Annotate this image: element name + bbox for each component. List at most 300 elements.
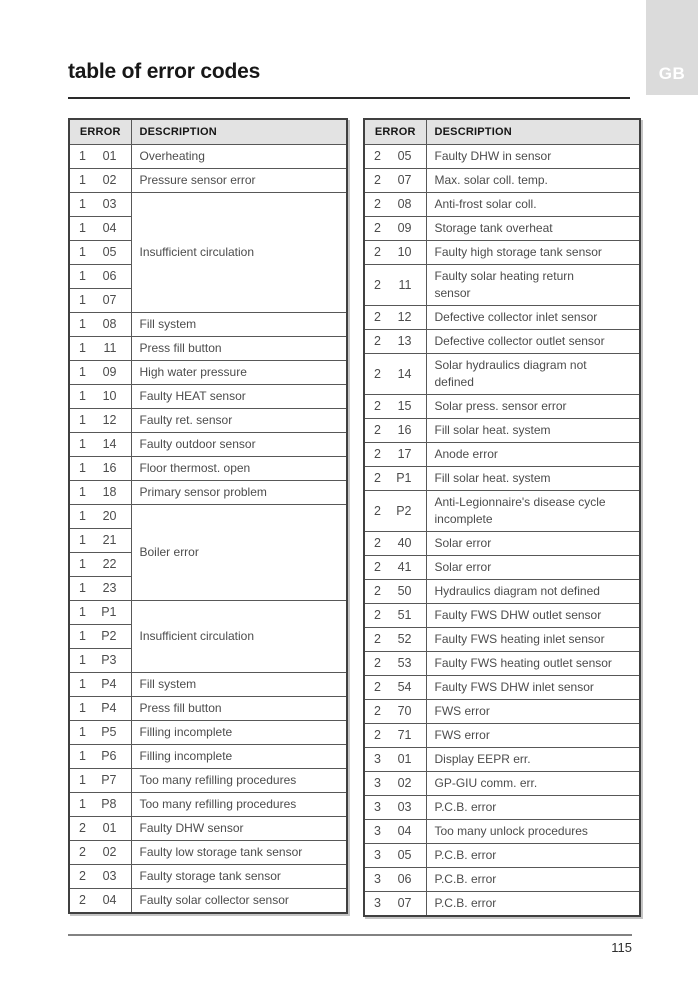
description-cell: Defective collector inlet sensor: [426, 305, 640, 329]
error-prefix: 3: [374, 752, 381, 766]
table-row: [69, 456, 347, 480]
error-code: 05: [397, 149, 412, 163]
description-cell: Press fill button: [131, 696, 347, 720]
error-code: 20: [102, 509, 117, 523]
table-row: [364, 168, 640, 192]
error-prefix: 1: [79, 149, 86, 163]
error-cell: [364, 192, 426, 216]
description-cell: Faulty FWS DHW inlet sensor: [426, 675, 640, 699]
description-cell: Fill solar heat. system: [426, 418, 640, 442]
table-row: [364, 305, 640, 329]
error-code: 16: [397, 423, 412, 437]
error-code: 09: [102, 365, 117, 379]
error-prefix: 1: [79, 533, 86, 547]
error-cell: [364, 627, 426, 651]
table-row: [69, 360, 347, 384]
error-code: 03: [102, 869, 117, 883]
table-row: [69, 864, 347, 888]
table-row: [69, 744, 347, 768]
error-cell: [69, 696, 131, 720]
error-cell: [364, 747, 426, 771]
error-code: 51: [397, 608, 412, 622]
error-code: 21: [102, 533, 117, 547]
table-row: [69, 480, 347, 504]
description-cell: Anti-Legionnaire's disease cycle incomplete: [426, 490, 640, 531]
error-cell: [364, 442, 426, 466]
error-prefix: 1: [79, 773, 86, 787]
error-cell: [69, 888, 131, 913]
error-prefix: 2: [374, 471, 381, 485]
error-prefix: 2: [374, 334, 381, 348]
description-cell: Display EEPR err.: [426, 747, 640, 771]
error-prefix: 2: [374, 503, 381, 518]
column-header-description: DESCRIPTION: [426, 119, 640, 144]
description-cell: Faulty FWS DHW outlet sensor: [426, 603, 640, 627]
table-row: [364, 490, 640, 531]
error-code: 03: [102, 197, 117, 211]
description-cell: Faulty DHW sensor: [131, 816, 347, 840]
description-cell: FWS error: [426, 723, 640, 747]
error-code: 01: [102, 821, 117, 835]
error-cell: [69, 504, 131, 528]
table-row: [364, 353, 640, 394]
error-prefix: 2: [374, 221, 381, 235]
description-cell: Press fill button: [131, 336, 347, 360]
error-prefix: 3: [374, 824, 381, 838]
error-code: 07: [397, 173, 412, 187]
error-cell: [364, 819, 426, 843]
table-row: [364, 192, 640, 216]
error-prefix: 2: [374, 310, 381, 324]
error-prefix: 3: [374, 800, 381, 814]
table-row: [69, 408, 347, 432]
error-cell: [364, 891, 426, 916]
table-row: [364, 843, 640, 867]
table-row: [69, 336, 347, 360]
error-code: 53: [397, 656, 412, 670]
error-code: 14: [102, 437, 117, 451]
error-prefix: 2: [79, 821, 86, 835]
error-code: 70: [397, 704, 412, 718]
error-code: 03: [397, 800, 412, 814]
error-prefix: 1: [79, 485, 86, 499]
table-row: [364, 579, 640, 603]
description-cell: Faulty DHW in sensor: [426, 144, 640, 168]
table-row: [69, 312, 347, 336]
error-code: 02: [102, 173, 117, 187]
table-row: [69, 192, 347, 216]
error-prefix: 2: [79, 893, 86, 907]
error-cell: [364, 531, 426, 555]
error-code: 08: [102, 317, 117, 331]
error-cell: [364, 867, 426, 891]
description-cell: Faulty low storage tank sensor: [131, 840, 347, 864]
table-row: [364, 442, 640, 466]
error-cell: [364, 466, 426, 490]
error-code: 13: [397, 334, 412, 348]
error-cell: [69, 240, 131, 264]
error-code: P4: [101, 677, 117, 691]
table-row: [364, 418, 640, 442]
error-cell: [69, 336, 131, 360]
error-prefix: 3: [374, 776, 381, 790]
table-row: [364, 466, 640, 490]
description-cell: P.C.B. error: [426, 843, 640, 867]
description-cell: Floor thermost. open: [131, 456, 347, 480]
description-cell: High water pressure: [131, 360, 347, 384]
table-header: [364, 119, 640, 144]
description-cell: Anti-frost solar coll.: [426, 192, 640, 216]
description-cell: Solar hydraulics diagram not defined: [426, 353, 640, 394]
error-code: 50: [397, 584, 412, 598]
error-cell: [69, 576, 131, 600]
error-code: P7: [101, 773, 117, 787]
error-cell: [69, 480, 131, 504]
description-cell: Primary sensor problem: [131, 480, 347, 504]
description-cell: Anode error: [426, 442, 640, 466]
error-cell: [69, 768, 131, 792]
table-row: [364, 771, 640, 795]
language-tab-gb: [646, 0, 698, 95]
page-number: 115: [611, 940, 632, 955]
description-cell: Solar press. sensor error: [426, 394, 640, 418]
description-cell: Faulty FWS heating outlet sensor: [426, 651, 640, 675]
table-row: [69, 144, 347, 168]
table-row: [364, 394, 640, 418]
error-cell: [69, 840, 131, 864]
table-row: [364, 555, 640, 579]
error-prefix: 2: [374, 680, 381, 694]
error-prefix: 1: [79, 437, 86, 451]
table-row: [69, 696, 347, 720]
error-prefix: 1: [79, 677, 86, 691]
error-prefix: 2: [79, 869, 86, 883]
error-cell: [364, 843, 426, 867]
error-prefix: 2: [374, 197, 381, 211]
error-prefix: 2: [374, 399, 381, 413]
error-code: 10: [102, 389, 117, 403]
error-cell: [69, 144, 131, 168]
error-cell: [364, 305, 426, 329]
error-prefix: 2: [374, 560, 381, 574]
error-code: P1: [101, 605, 117, 619]
title-rule: [68, 97, 630, 99]
table-row: [364, 675, 640, 699]
error-cell: [364, 168, 426, 192]
language-tab-label: GB: [658, 64, 686, 83]
table-row: [69, 840, 347, 864]
error-prefix: 1: [79, 509, 86, 523]
error-cell: [364, 675, 426, 699]
error-codes-table-right: [363, 118, 641, 917]
error-cell: [69, 288, 131, 312]
description-cell: Pressure sensor error: [131, 168, 347, 192]
error-codes-table-left: [68, 118, 348, 914]
error-prefix: 1: [79, 797, 86, 811]
error-code: 12: [397, 310, 412, 324]
description-cell: Too many refilling procedures: [131, 792, 347, 816]
table-row: [364, 891, 640, 916]
error-cell: [69, 648, 131, 672]
error-code: P8: [101, 797, 117, 811]
description-cell: Filling incomplete: [131, 720, 347, 744]
table-row: [364, 795, 640, 819]
error-cell: [364, 771, 426, 795]
description-cell: Faulty HEAT sensor: [131, 384, 347, 408]
description-cell: Defective collector outlet sensor: [426, 329, 640, 353]
error-cell: [364, 651, 426, 675]
error-code: 06: [397, 872, 412, 886]
error-prefix: 2: [374, 277, 381, 292]
error-code: 12: [102, 413, 117, 427]
error-prefix: 1: [79, 365, 86, 379]
error-prefix: 1: [79, 197, 86, 211]
table-row: [69, 720, 347, 744]
description-cell: Filling incomplete: [131, 744, 347, 768]
error-cell: [69, 192, 131, 216]
error-code: 09: [397, 221, 412, 235]
error-code: 16: [102, 461, 117, 475]
error-code: 22: [102, 557, 117, 571]
error-prefix: 2: [374, 608, 381, 622]
description-cell: Insufficient circulation: [131, 192, 347, 312]
description-cell: Solar error: [426, 531, 640, 555]
table-row: [69, 432, 347, 456]
description-cell: Too many refilling procedures: [131, 768, 347, 792]
error-prefix: 1: [79, 293, 86, 307]
error-code: 15: [397, 399, 412, 413]
description-cell: Faulty high storage tank sensor: [426, 240, 640, 264]
error-code: P2: [101, 629, 117, 643]
error-code: P2: [396, 503, 412, 518]
error-code: 07: [397, 896, 412, 910]
error-code: 04: [102, 221, 117, 235]
page-title: table of error codes: [68, 60, 261, 83]
header-row: [364, 119, 640, 144]
error-cell: [69, 312, 131, 336]
error-prefix: 2: [374, 366, 381, 381]
error-cell: [69, 432, 131, 456]
error-cell: [69, 792, 131, 816]
error-code: 40: [397, 536, 412, 550]
error-cell: [364, 144, 426, 168]
description-cell: Fill system: [131, 312, 347, 336]
error-prefix: 2: [374, 704, 381, 718]
table-row: [364, 699, 640, 723]
error-cell: [364, 353, 426, 394]
description-cell: Too many unlock procedures: [426, 819, 640, 843]
error-cell: [69, 408, 131, 432]
error-code: 01: [397, 752, 412, 766]
description-cell: Boiler error: [131, 504, 347, 600]
error-prefix: 1: [79, 341, 86, 355]
description-cell: Insufficient circulation: [131, 600, 347, 672]
error-cell: [69, 456, 131, 480]
error-code: 04: [102, 893, 117, 907]
error-cell: [364, 699, 426, 723]
error-prefix: 2: [79, 845, 86, 859]
error-prefix: 1: [79, 221, 86, 235]
error-cell: [364, 795, 426, 819]
error-prefix: 2: [374, 656, 381, 670]
description-cell: Fill solar heat. system: [426, 466, 640, 490]
error-prefix: 2: [374, 447, 381, 461]
table-body: [364, 144, 640, 916]
error-code: 11: [398, 277, 412, 292]
description-cell: Storage tank overheat: [426, 216, 640, 240]
error-cell: [69, 600, 131, 624]
error-prefix: 1: [79, 413, 86, 427]
table-row: [364, 240, 640, 264]
table-row: [364, 329, 640, 353]
error-cell: [69, 528, 131, 552]
table-body: [69, 144, 347, 913]
description-cell: FWS error: [426, 699, 640, 723]
error-prefix: 3: [374, 896, 381, 910]
error-prefix: 3: [374, 872, 381, 886]
description-cell: Faulty solar heating return sensor: [426, 264, 640, 305]
table-row: [69, 792, 347, 816]
column-header-error: ERROR: [364, 119, 426, 144]
table-row: [364, 216, 640, 240]
error-prefix: 1: [79, 629, 86, 643]
footer-rule: [68, 934, 632, 936]
description-cell: Max. solar coll. temp.: [426, 168, 640, 192]
error-code: 05: [102, 245, 117, 259]
error-cell: [69, 384, 131, 408]
description-cell: P.C.B. error: [426, 891, 640, 916]
error-code: 10: [397, 245, 412, 259]
error-cell: [69, 360, 131, 384]
error-prefix: 1: [79, 701, 86, 715]
description-cell: Fill system: [131, 672, 347, 696]
error-prefix: 1: [79, 581, 86, 595]
error-cell: [69, 744, 131, 768]
description-cell: Faulty ret. sensor: [131, 408, 347, 432]
error-prefix: 2: [374, 173, 381, 187]
error-prefix: 1: [79, 389, 86, 403]
table-row: [69, 168, 347, 192]
error-cell: [364, 603, 426, 627]
error-code: P6: [101, 749, 117, 763]
error-prefix: 1: [79, 557, 86, 571]
table-row: [364, 603, 640, 627]
table-row: [364, 867, 640, 891]
error-cell: [69, 672, 131, 696]
table-row: [364, 819, 640, 843]
error-prefix: 2: [374, 584, 381, 598]
error-prefix: 1: [79, 269, 86, 283]
table-row: [364, 627, 640, 651]
table-row: [364, 723, 640, 747]
error-cell: [69, 264, 131, 288]
error-cell: [364, 490, 426, 531]
error-cell: [364, 240, 426, 264]
description-cell: Faulty outdoor sensor: [131, 432, 347, 456]
error-prefix: 1: [79, 725, 86, 739]
description-cell: Overheating: [131, 144, 347, 168]
description-cell: P.C.B. error: [426, 867, 640, 891]
error-prefix: 2: [374, 149, 381, 163]
table-row: [69, 600, 347, 624]
error-code: P3: [101, 653, 117, 667]
error-code: 23: [102, 581, 117, 595]
error-cell: [364, 723, 426, 747]
error-prefix: 1: [79, 653, 86, 667]
error-prefix: 1: [79, 245, 86, 259]
table-row: [364, 747, 640, 771]
error-prefix: 1: [79, 173, 86, 187]
table-row: [69, 384, 347, 408]
error-prefix: 1: [79, 461, 86, 475]
description-cell: Faulty storage tank sensor: [131, 864, 347, 888]
error-code: 04: [397, 824, 412, 838]
error-code: 08: [397, 197, 412, 211]
error-cell: [69, 624, 131, 648]
description-cell: P.C.B. error: [426, 795, 640, 819]
error-code-tables: [68, 118, 641, 917]
error-cell: [69, 864, 131, 888]
error-prefix: 1: [79, 605, 86, 619]
error-code: 71: [397, 728, 412, 742]
error-code: 05: [397, 848, 412, 862]
error-code: 52: [397, 632, 412, 646]
table-row: [69, 672, 347, 696]
error-prefix: 2: [374, 245, 381, 259]
error-code: 02: [397, 776, 412, 790]
error-cell: [364, 555, 426, 579]
description-cell: Faulty solar collector sensor: [131, 888, 347, 913]
error-code: 41: [397, 560, 412, 574]
error-code: P5: [101, 725, 117, 739]
error-cell: [364, 394, 426, 418]
error-code: 02: [102, 845, 117, 859]
error-code: 11: [103, 341, 117, 355]
error-cell: [69, 216, 131, 240]
error-cell: [69, 168, 131, 192]
error-prefix: 1: [79, 317, 86, 331]
error-prefix: 2: [374, 536, 381, 550]
error-prefix: 2: [374, 728, 381, 742]
error-prefix: 3: [374, 848, 381, 862]
error-cell: [69, 720, 131, 744]
table-row: [364, 144, 640, 168]
column-header-error: ERROR: [69, 119, 131, 144]
error-cell: [364, 216, 426, 240]
error-code: 01: [102, 149, 117, 163]
header-row: [69, 119, 347, 144]
error-code: 07: [102, 293, 117, 307]
error-prefix: 1: [79, 749, 86, 763]
table-row: [364, 531, 640, 555]
table-row: [364, 264, 640, 305]
error-code: 17: [397, 447, 412, 461]
table-row: [69, 768, 347, 792]
error-cell: [364, 264, 426, 305]
error-cell: [364, 418, 426, 442]
error-cell: [364, 579, 426, 603]
error-code: 06: [102, 269, 117, 283]
table-header: [69, 119, 347, 144]
table-row: [69, 504, 347, 528]
description-cell: Solar error: [426, 555, 640, 579]
description-cell: Hydraulics diagram not defined: [426, 579, 640, 603]
error-code: 14: [397, 366, 412, 381]
error-cell: [364, 329, 426, 353]
error-code: 18: [102, 485, 117, 499]
column-header-description: DESCRIPTION: [131, 119, 347, 144]
description-cell: GP-GIU comm. err.: [426, 771, 640, 795]
